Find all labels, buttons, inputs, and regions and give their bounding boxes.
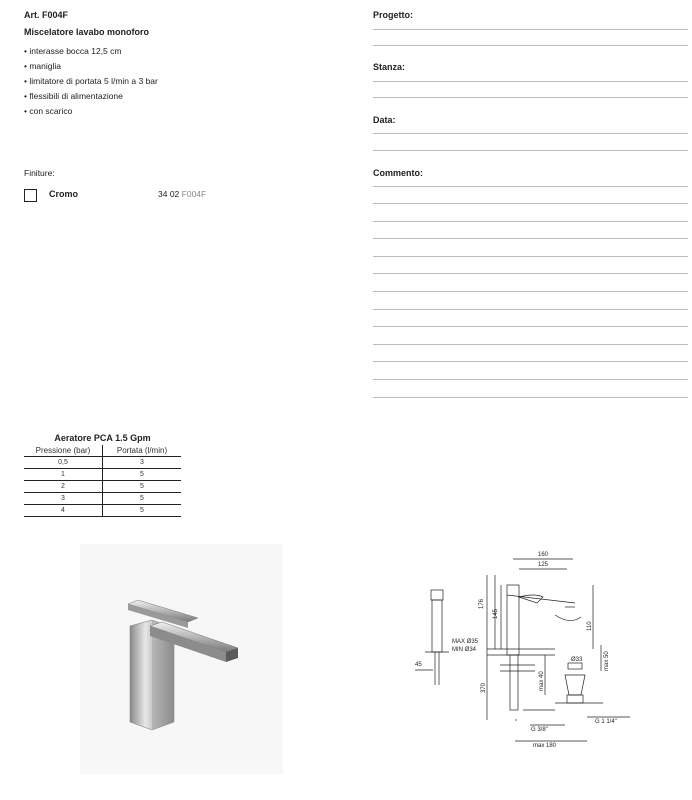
table-header-row — [24, 445, 181, 457]
column-header: Pressione (bar) — [24, 445, 103, 457]
feature-item: • maniglia — [24, 59, 158, 74]
comment-line[interactable] — [373, 309, 688, 310]
comment-line[interactable] — [373, 361, 688, 362]
room-line[interactable] — [373, 97, 688, 98]
flow-cell: 5 — [103, 505, 182, 517]
comment-line[interactable] — [373, 203, 688, 204]
comment-label: Commento: — [373, 168, 423, 178]
table-row — [24, 493, 181, 505]
room-line[interactable] — [373, 81, 688, 82]
dim-label: max 180 — [533, 743, 557, 749]
project-label: Progetto: — [373, 10, 413, 20]
pressure-cell: 0,5 — [24, 457, 103, 469]
finish-code-main: 34 02 — [158, 189, 180, 199]
table-row — [24, 469, 181, 481]
comment-line[interactable] — [373, 186, 688, 187]
flow-cell: 5 — [103, 469, 182, 481]
technical-drawing — [405, 545, 640, 750]
dim-label: 110 — [587, 621, 593, 631]
comment-line[interactable] — [373, 256, 688, 257]
dim-label: 125 — [538, 562, 549, 568]
feature-item: • interasse bocca 12,5 cm — [24, 44, 158, 59]
product-title: Miscelatore lavabo monoforo — [24, 27, 150, 37]
dim-label: Ø33 — [571, 657, 583, 663]
project-line[interactable] — [373, 29, 688, 30]
table-row — [24, 481, 181, 493]
article-code: Art. F004F — [24, 10, 69, 20]
date-line[interactable] — [373, 150, 688, 151]
comment-line[interactable] — [373, 379, 688, 380]
comment-line[interactable] — [373, 273, 688, 274]
comment-line[interactable] — [373, 344, 688, 345]
table-row — [24, 457, 181, 469]
date-label: Data: — [373, 115, 396, 125]
dim-label: G 1 1/4" — [595, 719, 617, 725]
comment-line[interactable] — [373, 291, 688, 292]
feature-item: • con scarico — [24, 104, 158, 119]
dim-label: 176 — [479, 598, 485, 609]
dim-label: MIN Ø34 — [452, 647, 477, 653]
finishes-label: Finiture: — [24, 168, 55, 178]
dim-label: max 50 — [604, 651, 610, 671]
column-header: Portata (l/min) — [103, 445, 182, 457]
flow-cell: 3 — [103, 457, 182, 469]
finish-code-suffix: F004F — [181, 189, 207, 199]
pressure-cell: 1 — [24, 469, 103, 481]
dimension-drawing — [405, 545, 640, 750]
project-line[interactable] — [373, 45, 688, 46]
finish-code — [158, 189, 206, 199]
comment-line[interactable] — [373, 397, 688, 398]
room-label: Stanza: — [373, 62, 406, 72]
finish-name: Cromo — [49, 189, 78, 199]
comment-line[interactable] — [373, 221, 688, 222]
dim-label: 145 — [493, 608, 499, 619]
pressure-cell: 2 — [24, 481, 103, 493]
aerator-title: Aeratore PCA 1.5 Gpm — [54, 433, 151, 443]
comment-line[interactable] — [373, 238, 688, 239]
dim-label: MAX Ø35 — [452, 639, 479, 645]
date-line[interactable] — [373, 133, 688, 134]
dim-label: 370 — [481, 682, 487, 693]
flow-cell: 5 — [103, 493, 182, 505]
dim-label: G 3/8" — [531, 727, 548, 733]
comment-line[interactable] — [373, 326, 688, 327]
product-photo — [80, 544, 283, 774]
faucet-image — [80, 544, 283, 774]
dim-label: max 40 — [539, 671, 545, 691]
pressure-cell: 3 — [24, 493, 103, 505]
feature-item: • flessibili di alimentazione — [24, 89, 158, 104]
aerator-table — [24, 433, 181, 517]
dim-label: 160 — [538, 552, 549, 558]
feature-list — [24, 44, 158, 119]
feature-item: • limitatore di portata 5 l/min a 3 bar — [24, 74, 158, 89]
flow-cell: 5 — [103, 481, 182, 493]
finish-checkbox[interactable] — [24, 189, 37, 202]
pressure-cell: 4 — [24, 505, 103, 517]
dim-label: 45 — [415, 662, 422, 668]
table-row — [24, 505, 181, 517]
